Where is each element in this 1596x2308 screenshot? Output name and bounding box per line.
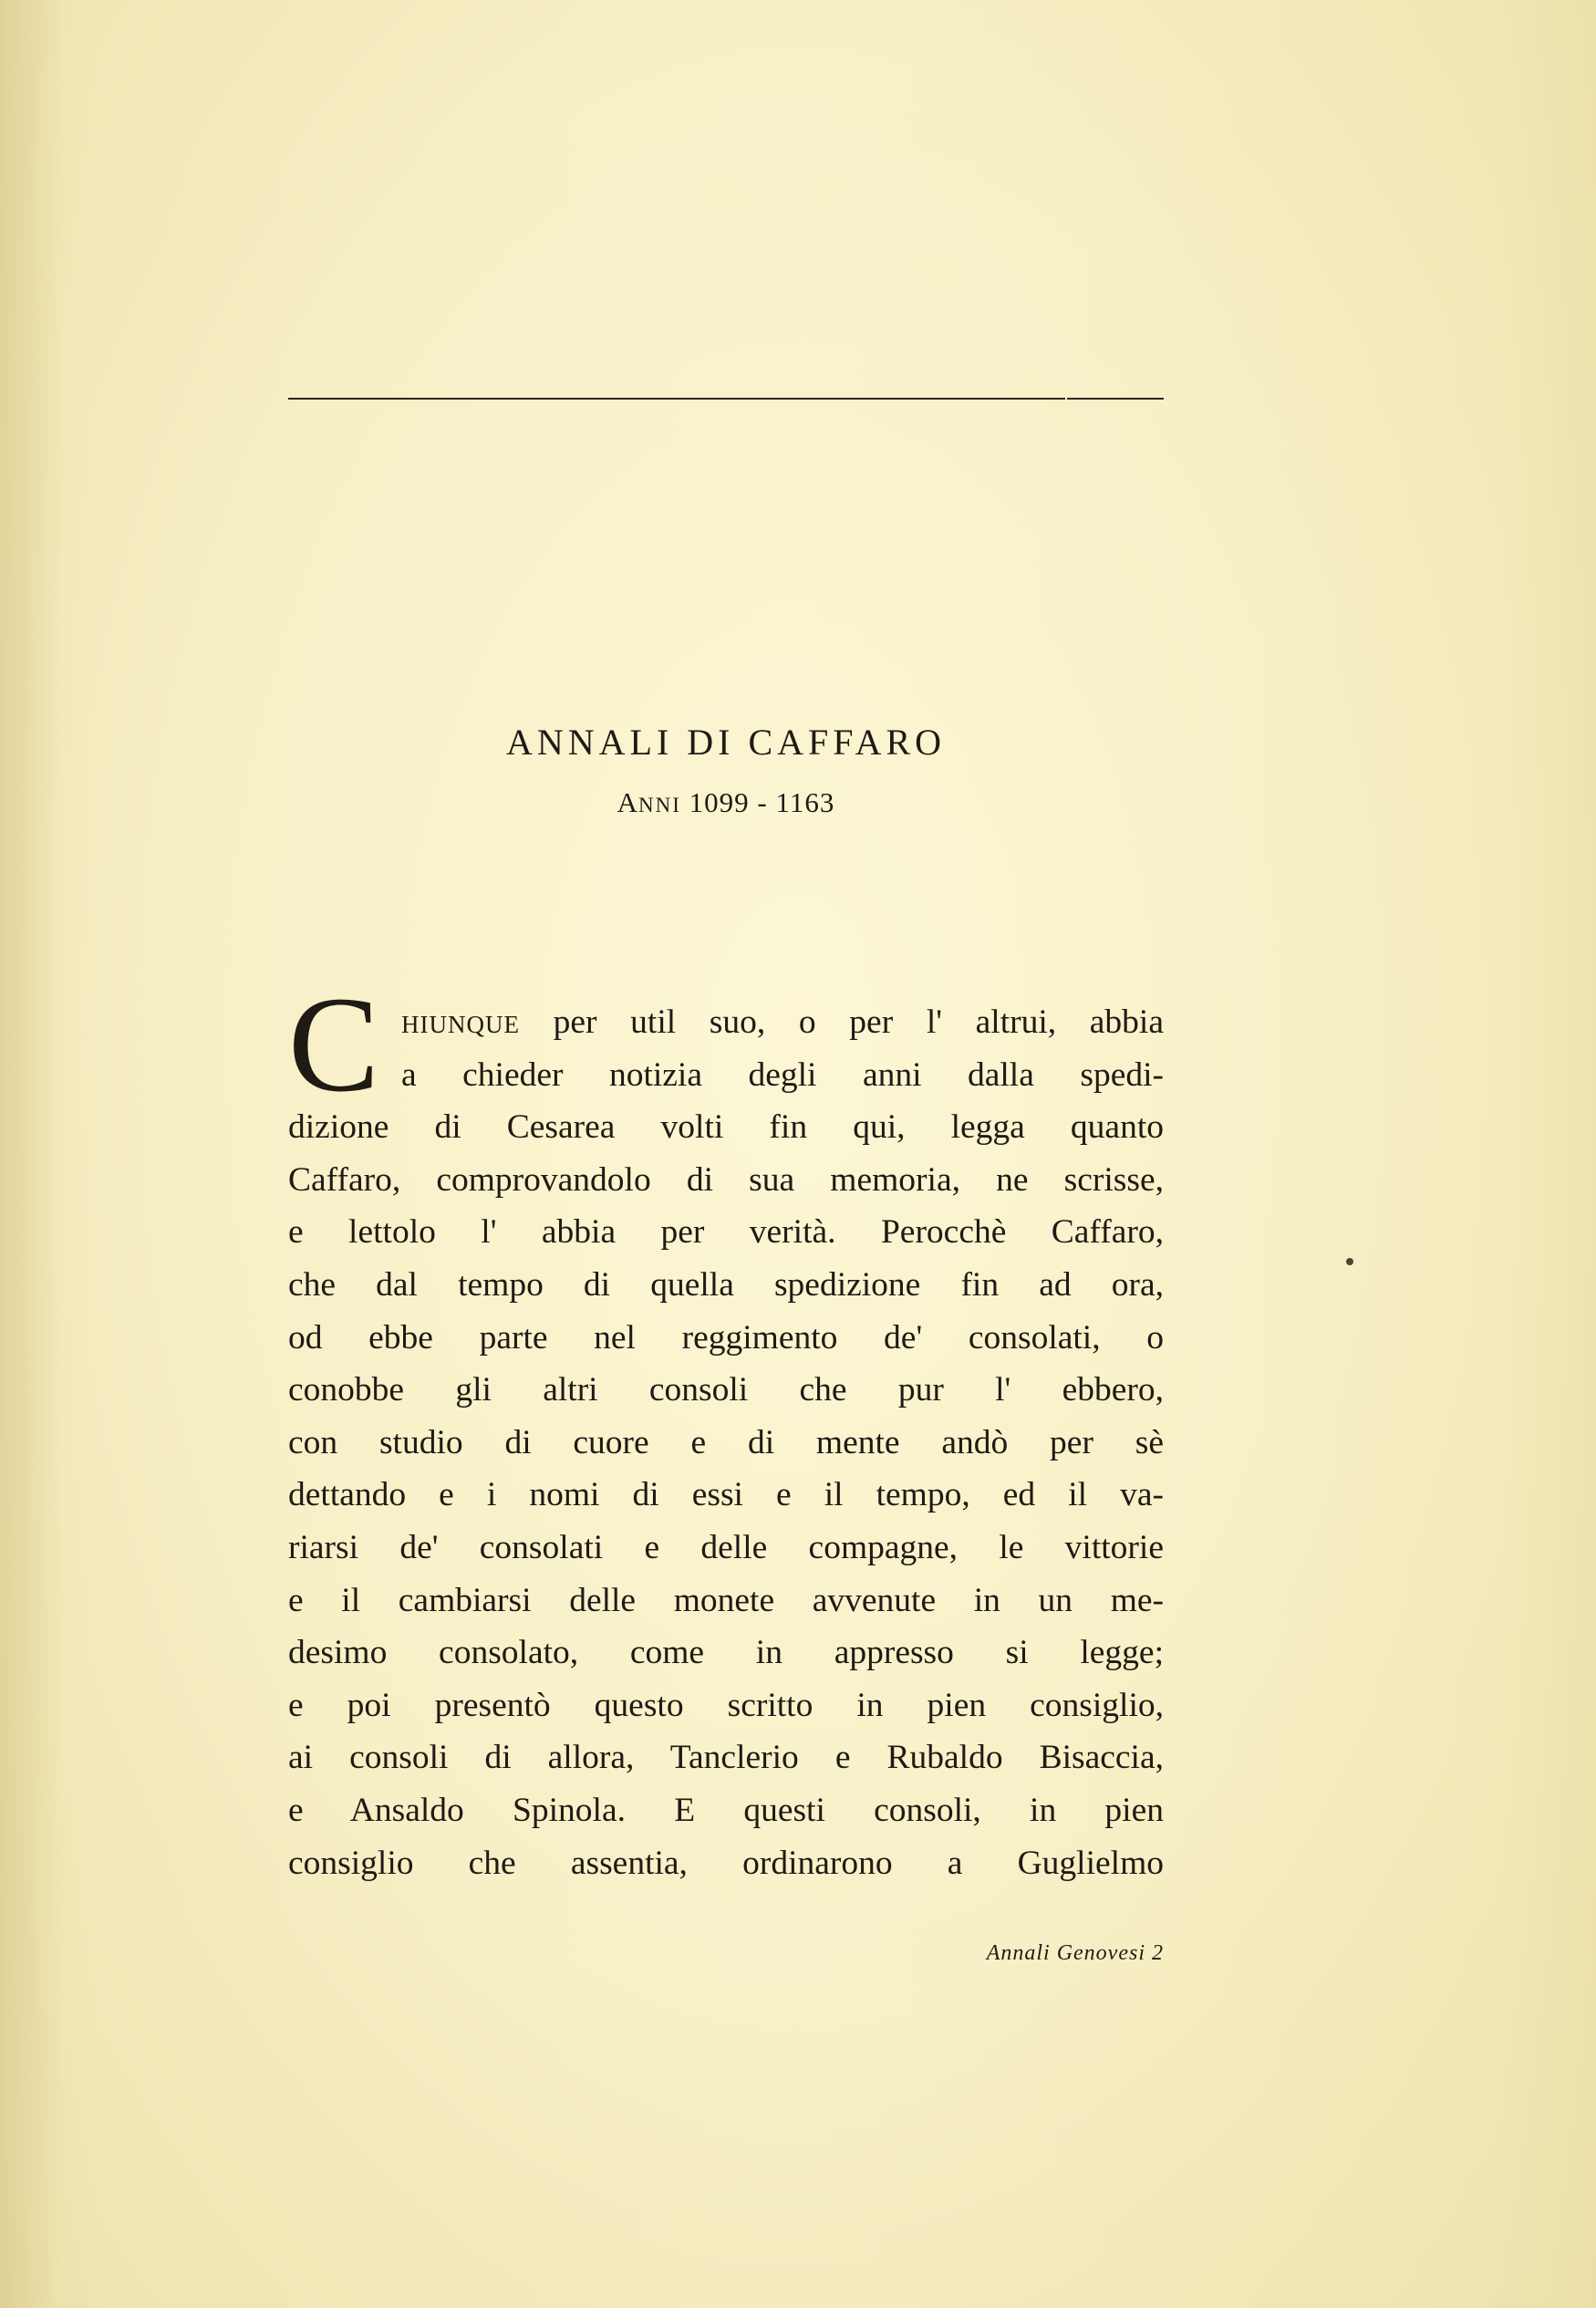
text-line: e il cambiarsi delle monete avvenute in un me- xyxy=(288,1581,1164,1619)
text-line: od ebbe parte nel reggimento de' consolati, o xyxy=(288,1318,1164,1357)
text-line: riarsi de' consolati e delle compagne, le vittorie xyxy=(288,1528,1164,1566)
text-line: dettando e i nomi di essi e il tempo, ed il va- xyxy=(288,1476,1164,1514)
header-rule xyxy=(288,398,1065,400)
signature-text: Annali Genovesi xyxy=(986,1941,1145,1965)
text-line: conobbe gli altri consoli che pur l' ebbero, xyxy=(288,1371,1164,1409)
text-line: a chieder notizia degli anni dalla spedi- xyxy=(401,1055,1164,1094)
subtitle-years: 1099 - 1163 xyxy=(680,786,835,818)
signature-mark xyxy=(821,1941,1164,1966)
drop-cap: C xyxy=(288,969,380,1120)
text-line-content: per util suo, o per l' altrui, abbia xyxy=(519,1003,1164,1041)
page-edge-shadow xyxy=(0,0,64,2308)
text-line: che dal tempo di quella spedizione fin ad ora, xyxy=(288,1265,1164,1304)
signature-number: 2 xyxy=(1152,1941,1164,1965)
chapter-title: ANNALI DI CAFFARO xyxy=(505,722,947,763)
text-line: Caffaro, comprovandolo di sua memoria, ne scrisse, xyxy=(288,1160,1164,1199)
text-line: e lettolo l' abbia per verità. Perocchè Caffaro, xyxy=(288,1213,1164,1252)
text-line xyxy=(288,996,1164,1049)
chapter-subtitle xyxy=(288,786,1164,819)
text-line: e Ansaldo Spinola. E questi consoli, in pien xyxy=(288,1791,1164,1829)
body-paragraph xyxy=(288,996,1164,1889)
first-word-smallcaps: HIUNQUE xyxy=(401,1011,520,1038)
text-line: con studio di cuore e di mente andò per sè xyxy=(288,1423,1164,1461)
paper-speck xyxy=(1346,1258,1353,1265)
text-line: e poi presentò questo scritto in pien consiglio, xyxy=(288,1686,1164,1724)
text-line: desimo consolato, come in appresso si legge; xyxy=(288,1634,1164,1672)
header-rule-short xyxy=(1067,398,1164,400)
subtitle-smallcaps: NNI xyxy=(638,794,681,816)
text-line: dizione di Cesarea volti fin qui, legga quanto xyxy=(288,1108,1164,1147)
subtitle-initial: A xyxy=(617,786,639,818)
text-line: consiglio che assentia, ordinarono a Guglielmo xyxy=(288,1844,1164,1882)
text-line: ai consoli di allora, Tanclerio e Rubaldo Bisaccia, xyxy=(288,1739,1164,1777)
